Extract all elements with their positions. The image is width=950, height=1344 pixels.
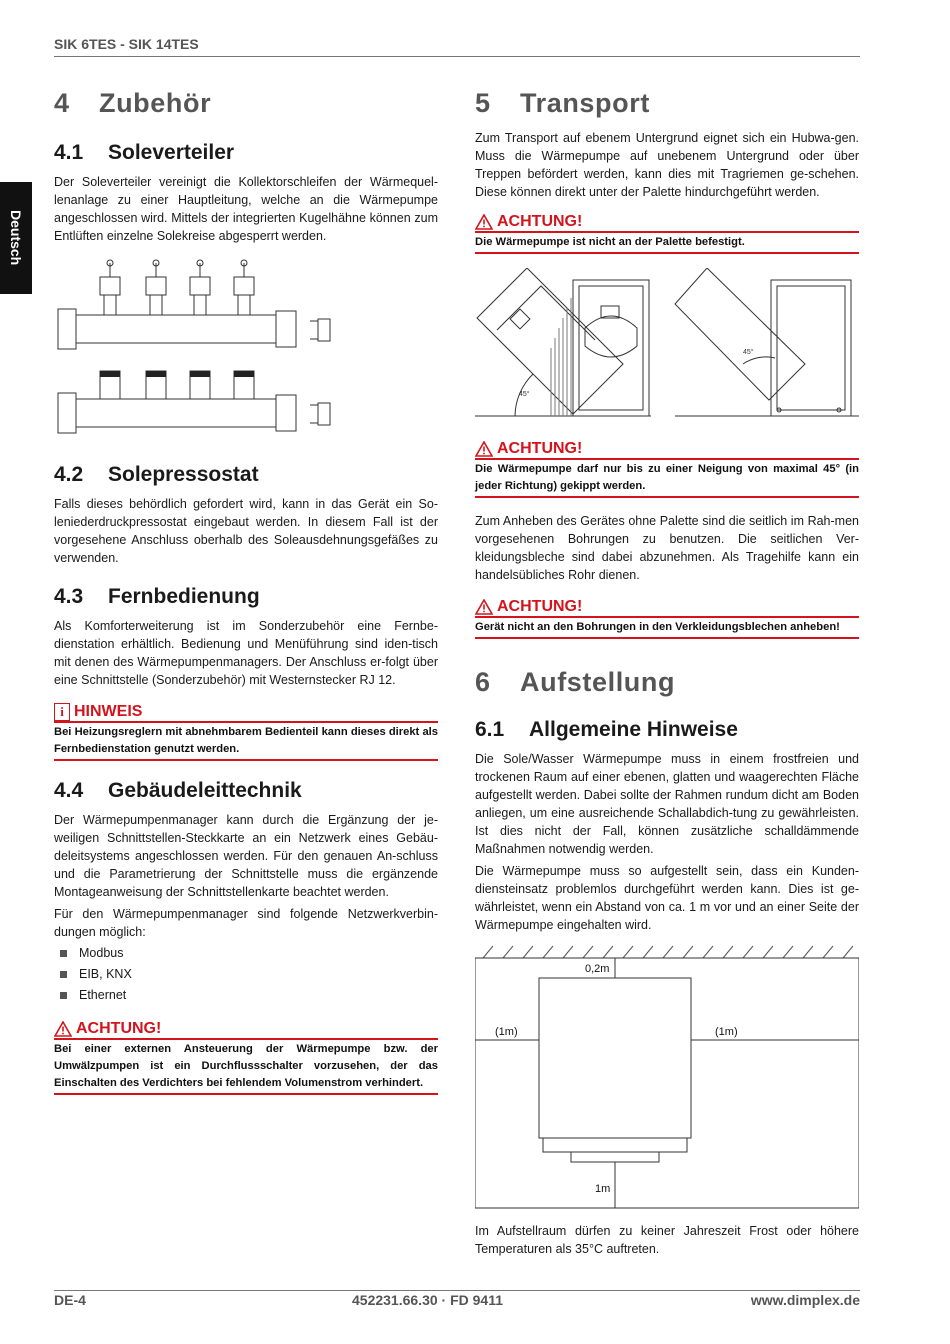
warning-icon (54, 1021, 72, 1037)
warning-icon (475, 441, 493, 457)
network-list (54, 943, 438, 1006)
angle-label-left: 45° (519, 391, 530, 398)
warning-icon (475, 214, 493, 230)
list-item: Ethernet (54, 985, 438, 1006)
warning-box-4-4: ACHTUNG! Bei einer externen Ansteuerung der Wärmepumpe bzw. der Umwälzpumpen ist ein Durchflussschalter vorzusehen, der das Einschalten des Verdichters bei fehlendem Volumenstrom verhindert. (54, 1020, 438, 1095)
section-6-heading: 6 Aufstellung (475, 667, 676, 697)
section-4-1-text: Der Soleverteiler vereinigt die Kollektorschleifen der Wärmequel-lenanlage zu einer Hauptleitung, welche an die Wärmepumpe angeschlossen wird. Mittels der integrierten Kugelhähne können zum Entlüften einzelne Solekreise abgesperrt werden. (54, 175, 438, 243)
section-4-4-text-1: Der Wärmepumpenmanager kann durch die Ergänzung der je-weiligen Schnittstellen-Steckkarte an ein Netzwerk eines Gebäu-deleitsystems angeschlossen werden. Für den genauen An-schluss und die Parametrierung der Schnittstelle muss die ergänzende Montageanweisung der Schnittstellenkarte beachtet werden. (54, 813, 438, 899)
hinweis-box (54, 703, 438, 761)
header-divider (54, 56, 860, 57)
section-5-text-2: Zum Anheben des Gerätes ohne Palette sind die seitlich im Rah-men vorgesehenen Bohrungen zu benutzen. Die seitlichen Ver-kleidungsbleche sind dabei abzunehmen. Als Tragehilfe kann ein handelsübliches Rohr dienen. (475, 514, 859, 582)
section-4-2-text: Falls dieses behördlich gefordert wird, kann in das Gerät ein So-leniederdruckpressostat eingebaut werden. In diesem Fall ist der vorgesehene Anschluss oberhalb des Soleausdehnungsgefäßes zu verwenden. (54, 497, 438, 565)
section-6-1-heading: 6.1 Allgemeine Hinweise (475, 718, 738, 741)
warning-icon (475, 599, 493, 615)
footer-divider (54, 1290, 860, 1291)
section-5-text-1: Zum Transport auf ebenem Untergrund eignet sich ein Hubwa-gen. Muss die Wärmepumpe auf unebenem Untergrund oder über Treppen befördert werden, kann dies mit Tragriemen ge-schehen. Diese können direkt unter der Palette hindurchgeführt werden. (475, 131, 859, 199)
warning-box-5-3: ACHTUNG! Gerät nicht an den Bohrungen in den Verkleidungsblechen anheben! (475, 598, 859, 639)
section-4-1-heading: 4.1 Soleverteiler (54, 141, 235, 164)
hinweis-text: Bei Heizungsreglern mit abnehmbarem Bedienteil kann dieses direkt als Fernbedienstation genutzt werden. (54, 726, 438, 755)
document-number: 452231.66.30 · FD 9411 (352, 1292, 504, 1308)
clearance-left-label: (1m) (495, 1026, 518, 1038)
header-title: SIK 6TES - SIK 14TES (54, 36, 199, 52)
left-column (54, 88, 438, 1095)
bullet-icon (60, 950, 67, 957)
section-4-4-heading: 4.4 Gebäudeleittechnik (54, 779, 302, 802)
bullet-icon (60, 971, 67, 978)
warning-text: Bei einer externen Ansteuerung der Wärmepumpe bzw. der Umwälzpumpen ist ein Durchflussschalter vorzusehen, der das Einschalten des Verdichters bei fehlendem Volumenstrom verhindert. (54, 1043, 438, 1089)
section-4-heading: 4 Zubehör (54, 88, 212, 118)
warning-box-5-1: ACHTUNG! Die Wärmepumpe ist nicht an der Palette befestigt. (475, 213, 859, 254)
section-4-3-heading: 4.3 Fernbedienung (54, 585, 260, 608)
section-5-heading: 5 Transport (475, 88, 650, 118)
section-4-2-heading: 4.2 Solepressostat (54, 463, 259, 486)
manifold-illustration (54, 259, 438, 439)
language-tab-label: Deutsch (8, 210, 24, 266)
section-4-3-text: Als Komforterweiterung ist im Sonderzubehör eine Fernbe-dienstation erhältlich. Bedienung und Menüführung sind iden-tisch mit denen des Wärmepumpenmanagers. Der Anschluss er-folgt über eine Schnittstelle (Sonderzubehör) mit Westernstecker RJ 12. (54, 619, 438, 687)
language-tab (0, 182, 32, 294)
bullet-icon (60, 992, 67, 999)
section-6-1-text-3: Im Aufstellraum dürfen zu keiner Jahreszeit Frost oder höhere Temperaturen als 35°C auftreten. (475, 1224, 859, 1256)
angle-label-right: 45° (743, 349, 754, 356)
section-6-1-text-1: Die Sole/Wasser Wärmepumpe muss in einem frostfreien und trockenen Raum auf einer ebenen, glatten und waagerechten Fläche aufgestellt werden. Dabei sollte der Rahmen rundum dicht am Boden anliegen, um eine ausreichende Schallabdich-tung zu gewährleisten. Ist dies nicht der Fall, können zusätzliche schalldämmende Maßnahmen notwendig werden. (475, 752, 859, 856)
page-number: DE-4 (54, 1292, 86, 1308)
right-column (475, 88, 859, 1258)
clearance-front-label: 1m (595, 1183, 611, 1195)
warning-text: Die Wärmepumpe ist nicht an der Palette befestigt. (475, 236, 745, 248)
list-item: Modbus (54, 943, 438, 964)
info-icon: i (54, 703, 70, 721)
clearance-diagram (475, 940, 859, 1212)
clearance-right-label: (1m) (715, 1026, 738, 1038)
list-item: EIB, KNX (54, 964, 438, 985)
warning-text: Gerät nicht an den Bohrungen in den Verkleidungsblechen anheben! (475, 621, 840, 633)
warning-box-5-2: ACHTUNG! Die Wärmepumpe darf nur bis zu einer Neigung von maximal 45° (in jeder Richtung) gekippt werden. (475, 440, 859, 498)
warning-text: Die Wärmepumpe darf nur bis zu einer Neigung von maximal 45° (in jeder Richtung) gekippt werden. (475, 463, 859, 492)
section-6-1-text-2: Die Wärmepumpe muss so aufgestellt sein, dass ein Kunden-diensteinsatz problemlos durchgeführt werden kann. Dies ist ge-währleistet, wenn ein Abstand von ca. 1 m vor und an einer Seite der Wärmepumpe eingehalten wird. (475, 864, 859, 932)
section-4-4-text-2: Für den Wärmepumpenmanager sind folgende Netzwerkverbin-dungen möglich: (54, 907, 438, 939)
clearance-top-label: 0,2m (585, 963, 610, 975)
tilt-illustration (475, 268, 859, 428)
website-link[interactable]: www.dimplex.de (750, 1292, 860, 1308)
hinweis-title: i HINWEIS (54, 703, 438, 721)
